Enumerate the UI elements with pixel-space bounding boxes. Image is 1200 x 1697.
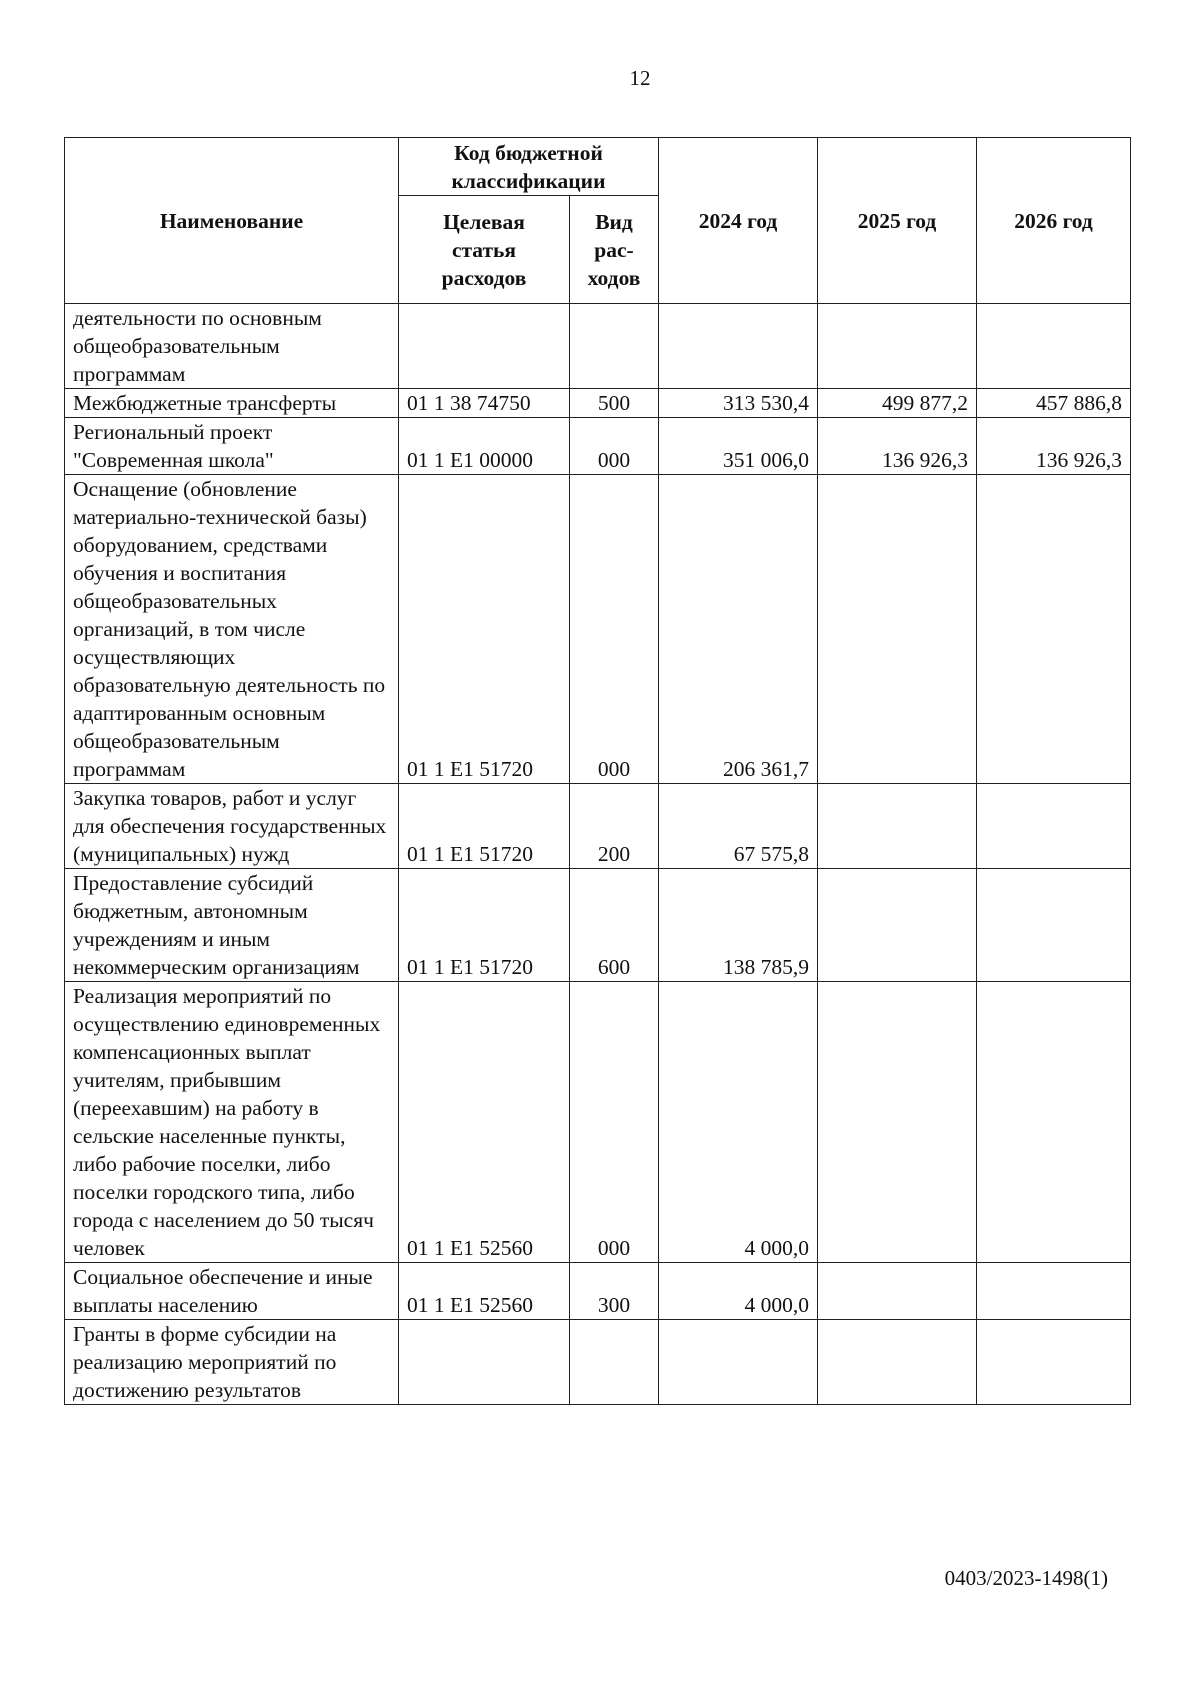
cell-2024: 313 530,4 xyxy=(659,389,818,418)
cell-2025 xyxy=(818,304,977,389)
cell-name: Предоставление субсидий бюджетным, автономным учреждениям и иным некоммерческим организациям xyxy=(65,869,399,982)
cell-2026 xyxy=(977,475,1131,784)
cell-2026 xyxy=(977,304,1131,389)
cell-name: Реализация мероприятий по осуществлению единовременных компенсационных выплат учителям, прибывшим (переехавшим) на работу в сельские населенные пункты, либо рабочие поселки, либо поселки городского типа, либо города с населением до 50 тысяч человек xyxy=(65,982,399,1263)
cell-2025 xyxy=(818,475,977,784)
header-year-2025: 2025 год xyxy=(818,138,977,304)
cell-target-article: 01 1 38 74750 xyxy=(399,389,570,418)
cell-name: деятельности по основным общеобразовательным программам xyxy=(65,304,399,389)
table-row xyxy=(65,784,1131,869)
cell-expense-type: 300 xyxy=(570,1263,659,1320)
table-row xyxy=(65,869,1131,982)
cell-2025 xyxy=(818,982,977,1263)
cell-2026 xyxy=(977,869,1131,982)
document-code: 0403/2023-1498(1) xyxy=(944,1566,1108,1590)
header-budget-code-group: Код бюджетной классификации xyxy=(399,138,659,196)
cell-2024: 67 575,8 xyxy=(659,784,818,869)
cell-name: Оснащение (обновление материально-технической базы) оборудованием, средствами обучения и воспитания общеобразовательных организаций, в том числе осуществляющих образовательную деятельность по адаптированным основным общеобразовательным программам xyxy=(65,475,399,784)
cell-target-article xyxy=(399,304,570,389)
cell-2026 xyxy=(977,1320,1131,1405)
cell-2024: 351 006,0 xyxy=(659,418,818,475)
table-row xyxy=(65,1263,1131,1320)
cell-2025: 499 877,2 xyxy=(818,389,977,418)
cell-expense-type xyxy=(570,304,659,389)
cell-expense-type: 600 xyxy=(570,869,659,982)
header-year-2026: 2026 год xyxy=(977,138,1131,304)
cell-2024: 4 000,0 xyxy=(659,982,818,1263)
header-target-article: Целевая статья расходов xyxy=(399,196,570,304)
cell-2024: 138 785,9 xyxy=(659,869,818,982)
table-row xyxy=(65,389,1131,418)
cell-2026 xyxy=(977,982,1131,1263)
page-number: 12 xyxy=(629,66,651,90)
cell-2025: 136 926,3 xyxy=(818,418,977,475)
cell-target-article: 01 1 E1 00000 xyxy=(399,418,570,475)
cell-name: Региональный проект "Современная школа" xyxy=(65,418,399,475)
header-expense-type: Вид рас-ходов xyxy=(570,196,659,304)
table-row xyxy=(65,418,1131,475)
cell-name: Гранты в форме субсидии на реализацию мероприятий по достижению результатов xyxy=(65,1320,399,1405)
cell-expense-type: 500 xyxy=(570,389,659,418)
cell-target-article: 01 1 E1 51720 xyxy=(399,475,570,784)
header-name: Наименование xyxy=(65,138,399,304)
cell-2026: 457 886,8 xyxy=(977,389,1131,418)
cell-target-article: 01 1 E1 51720 xyxy=(399,784,570,869)
cell-2026: 136 926,3 xyxy=(977,418,1131,475)
cell-expense-type: 200 xyxy=(570,784,659,869)
cell-expense-type: 000 xyxy=(570,982,659,1263)
cell-2024 xyxy=(659,1320,818,1405)
cell-2026 xyxy=(977,784,1131,869)
cell-name: Межбюджетные трансферты xyxy=(65,389,399,418)
cell-name: Закупка товаров, работ и услуг для обеспечения государственных (муниципальных) нужд xyxy=(65,784,399,869)
table-row xyxy=(65,982,1131,1263)
table-row xyxy=(65,475,1131,784)
cell-target-article: 01 1 E1 52560 xyxy=(399,1263,570,1320)
cell-expense-type xyxy=(570,1320,659,1405)
budget-table xyxy=(64,137,1131,1405)
header-year-2024: 2024 год xyxy=(659,138,818,304)
cell-name: Социальное обеспечение и иные выплаты населению xyxy=(65,1263,399,1320)
cell-2025 xyxy=(818,869,977,982)
cell-2024: 4 000,0 xyxy=(659,1263,818,1320)
cell-target-article: 01 1 E1 51720 xyxy=(399,869,570,982)
cell-2024: 206 361,7 xyxy=(659,475,818,784)
cell-2025 xyxy=(818,1320,977,1405)
cell-2026 xyxy=(977,1263,1131,1320)
table-row xyxy=(65,304,1131,389)
cell-target-article: 01 1 E1 52560 xyxy=(399,982,570,1263)
cell-2024 xyxy=(659,304,818,389)
table-row xyxy=(65,1320,1131,1405)
cell-expense-type: 000 xyxy=(570,418,659,475)
table-body xyxy=(65,304,1131,1405)
cell-target-article xyxy=(399,1320,570,1405)
cell-2025 xyxy=(818,784,977,869)
cell-2025 xyxy=(818,1263,977,1320)
cell-expense-type: 000 xyxy=(570,475,659,784)
